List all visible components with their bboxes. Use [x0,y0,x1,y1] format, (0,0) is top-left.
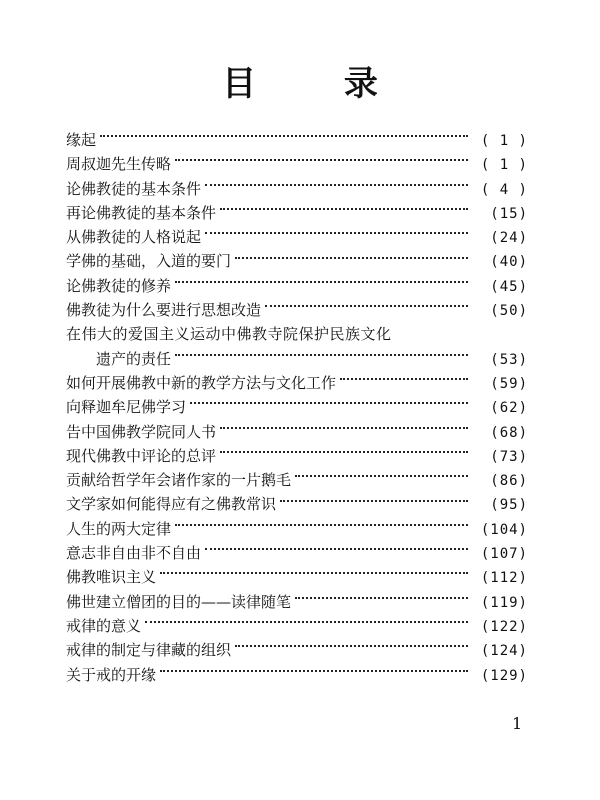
toc-entry-title: 向释迦牟尼佛学习 [66,398,187,417]
toc-entry-page: (112) [480,570,528,587]
toc-entry-title: 关于戒的开缘 [66,665,157,684]
dot-leader [205,232,468,234]
toc-entry-title: 再论佛教徒的基本条件 [66,203,217,222]
toc-entry-page: (45) [490,278,528,295]
dot-leader [220,451,468,453]
page-number: 1 [512,714,523,733]
dot-leader [235,645,468,647]
dot-leader [175,354,468,356]
toc-entry-title: 论佛教徒的基本条件 [66,179,202,198]
toc-entry-page: (24) [490,230,528,247]
dot-leader [190,402,468,404]
toc-entry[interactable] [66,420,528,444]
toc-entry-page: (129) [480,667,528,684]
toc-entry[interactable] [66,177,528,201]
toc-entry[interactable] [66,517,528,541]
toc-entry[interactable] [66,249,528,273]
dot-leader [175,159,468,161]
toc-entry-title: 周叔迦先生传略 [66,155,172,174]
dot-leader [295,475,468,477]
dot-leader [205,184,468,186]
toc-entry-title: 贡献给哲学年会诸作家的一片鹅毛 [66,471,292,490]
dot-leader [100,135,468,137]
toc-entry[interactable] [66,468,528,492]
dot-leader [175,524,468,526]
toc-entry-title: 文学家如何能得应有之佛教常识 [66,495,277,514]
toc-entry-page: (104) [480,521,528,538]
dot-leader [220,427,468,429]
toc-entry-title: 论佛教徒的修养 [66,276,172,295]
toc-entry-title: 告中国佛教学院同人书 [66,422,217,441]
toc-entry[interactable] [66,298,528,322]
toc-entry-title: 遗产的责任 [96,349,172,368]
toc-entry-page: (122) [480,618,528,635]
dot-leader [220,208,468,210]
dot-leader [175,281,468,283]
toc-entry-page: (124) [480,643,528,660]
toc-entry[interactable] [66,128,528,152]
dot-leader [235,257,468,259]
toc-entry-title: 佛教唯识主义 [66,568,157,587]
toc-entry-title: 佛世建立僧团的目的——读律随笔 [66,592,292,611]
dot-leader [265,305,468,307]
toc-entry-title: 缘起 [66,131,97,149]
dot-leader [280,500,468,502]
toc-entry[interactable] [66,371,528,395]
toc-entry-title: 现代佛教中评论的总评 [66,446,217,465]
toc-entry-title: 佛教徒为什么要进行思想改造 [66,301,262,320]
toc-entry[interactable] [66,444,528,468]
toc-entry[interactable] [66,395,528,419]
toc-entry-page: (15) [490,205,528,222]
toc-entry-page: (40) [490,254,528,271]
dot-leader [340,378,468,380]
toc-entry[interactable] [66,225,528,249]
toc-entry-page: (62) [490,400,528,417]
toc-entry-title: 在伟大的爱国主义运动中佛教寺院保护民族文化 [66,325,392,344]
table-of-contents [66,128,528,687]
toc-entry-title: 戒律的意义 [66,616,142,635]
dot-leader [160,670,468,672]
toc-entry[interactable] [66,322,528,346]
dot-leader [160,572,468,574]
toc-entry-page: (95) [490,497,528,514]
toc-entry-title: 从佛教徒的人格说起 [66,228,202,247]
toc-entry-title: 学佛的基础，入道的要门 [66,252,232,271]
toc-entry-page: (119) [480,594,528,611]
toc-entry-page: ( 1 ) [480,133,528,149]
dot-leader [145,621,468,623]
toc-entry[interactable] [66,590,528,614]
toc-entry-page: (86) [490,473,528,490]
dot-leader [295,597,468,599]
toc-entry-title: 人生的两大定律 [66,519,172,538]
toc-entry[interactable] [66,274,528,298]
toc-entry[interactable] [66,492,528,516]
page-title: 目 录 [222,64,416,104]
toc-entry[interactable] [66,152,528,176]
toc-entry-page: (50) [490,303,528,320]
toc-entry-title: 意志非自由非不自由 [66,544,202,563]
toc-entry-page: (68) [490,424,528,441]
toc-entry-page: (53) [490,351,528,368]
toc-entry-title: 戒律的制定与律藏的组织 [66,641,232,660]
toc-entry-page: (59) [490,375,528,392]
toc-entry[interactable] [66,638,528,662]
toc-entry[interactable] [66,541,528,565]
dot-leader [205,548,468,550]
toc-entry-page: (73) [490,448,528,465]
toc-entry[interactable] [66,565,528,589]
toc-entry[interactable] [66,614,528,638]
toc-entry[interactable] [66,347,528,371]
toc-entry-page: (107) [480,546,528,563]
toc-entry[interactable] [66,663,528,687]
toc-entry[interactable] [66,201,528,225]
toc-entry-title: 如何开展佛教中新的教学方法与文化工作 [66,373,337,392]
toc-entry-page: ( 4 ) [480,181,528,198]
toc-entry-page: ( 1 ) [480,157,528,174]
